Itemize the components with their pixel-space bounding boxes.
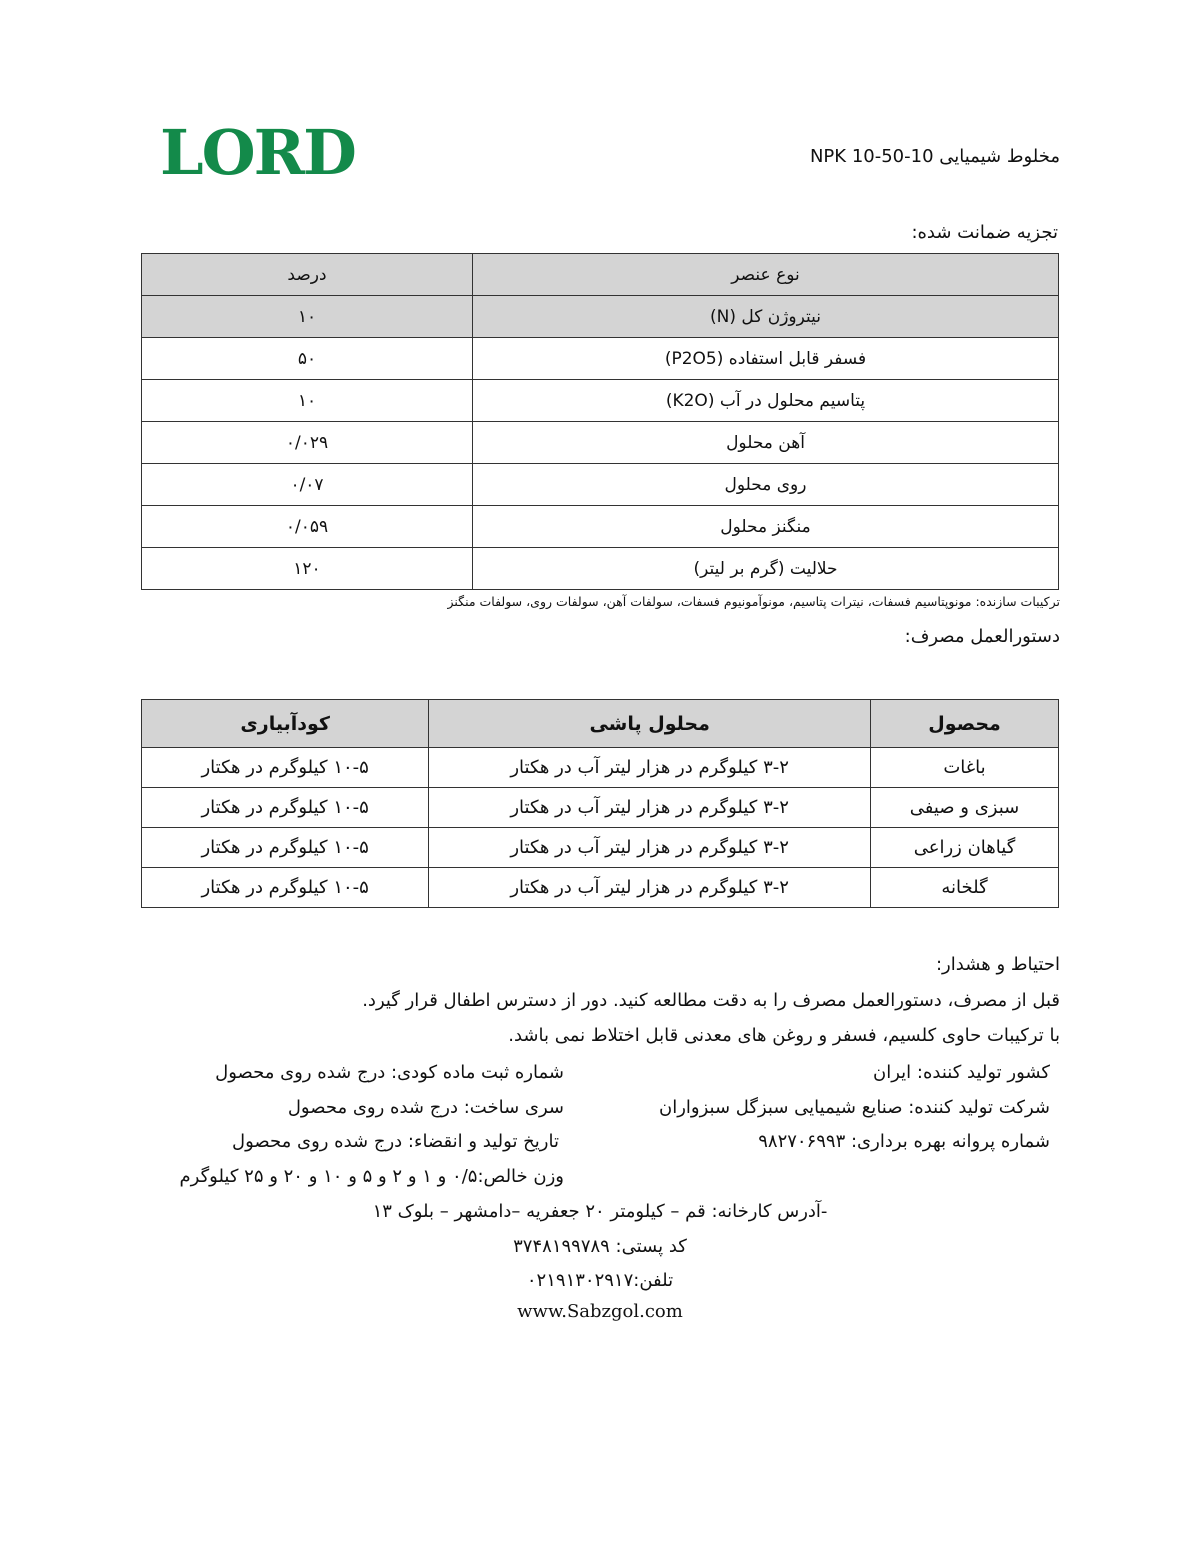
element-cell: آهن محلول [473,422,1059,464]
element-cell: پتاسیم محلول در آب (K2O) [473,380,1059,422]
spray-dose-cell: ۳-۲ کیلوگرم در هزار لیتر آب در هکتار [429,748,871,788]
element-cell: حلالیت (گرم بر لیتر) [473,548,1059,590]
phone-number: تلفن:۰۲۱۹۱۳۰۲۹۱۷ [526,1270,674,1291]
warning-line-1: قبل از مصرف، دستورالعمل مصرف را به دقت مطالعه کنید. دور از دسترس اطفال قرار گیرد. [362,990,1060,1011]
usage-table [141,699,1059,908]
table-row [142,380,1059,422]
guaranteed-analysis-title: تجزیه ضمانت شده: [911,222,1058,243]
percent-cell: ۱۰ [142,296,473,338]
column-header-element: نوع عنصر [473,254,1059,296]
table-row [142,464,1059,506]
table-row [142,828,1059,868]
table-row [142,422,1059,464]
element-cell: نیتروژن کل (N) [473,296,1059,338]
percent-cell: ۰/۰۷ [142,464,473,506]
warning-line-2: با ترکیبات حاوی کلسیم، فسفر و روغن های معدنی قابل اختلاط نمی باشد. [508,1025,1060,1046]
percent-cell: ۱۰ [142,380,473,422]
column-header-foliar-spray: محلول پاشی [429,700,871,748]
production-expiry-dates: تاریخ تولید و انقضاء: درج شده روی محصول [232,1131,559,1152]
percent-cell: ۰/۰۵۹ [142,506,473,548]
fertilizer-registration-number: شماره ثبت ماده کودی: درج شده روی محصول [215,1062,564,1083]
country-of-origin: کشور تولید کننده: ایران [873,1062,1050,1083]
fertigation-dose-cell: ۱۰-۵ کیلوگرم در هکتار [142,868,429,908]
postal-code: کد پستی: ۳۷۴۸۱۹۹۷۸۹ [513,1236,687,1257]
table-header-row [142,700,1059,748]
table-row [142,788,1059,828]
percent-cell: ۵۰ [142,338,473,380]
element-cell: منگنز محلول [473,506,1059,548]
factory-address: -آدرس کارخانه: قم – کیلومتر ۲۰ جعفریه –دامشهر – بلوک ۱۳ [372,1201,828,1222]
table-row [142,338,1059,380]
spray-dose-cell: ۳-۲ کیلوگرم در هزار لیتر آب در هکتار [429,788,871,828]
warnings-title: احتیاط و هشدار: [935,954,1060,975]
net-weight: وزن خالص:۰/۵ و ۱ و ۲ و ۵ و ۱۰ و ۲۰ و ۲۵ کیلوگرم [179,1166,564,1187]
table-row [142,548,1059,590]
product-cell: سبزی و صیفی [871,788,1059,828]
usage-instructions-title: دستورالعمل مصرف: [904,626,1060,647]
element-cell: فسفر قابل استفاده (P2O5) [473,338,1059,380]
fertigation-dose-cell: ۱۰-۵ کیلوگرم در هکتار [142,788,429,828]
fertigation-dose-cell: ۱۰-۵ کیلوگرم در هکتار [142,748,429,788]
table-row [142,868,1059,908]
column-header-percent: درصد [142,254,473,296]
ingredients-note: ترکیبات سازنده: مونوپتاسیم فسفات، نیترات پتاسیم، مونوآمونیوم فسفات، سولفات آهن، سولفات روی، سولفات منگنز [447,594,1060,609]
product-cell: گیاهان زراعی [871,828,1059,868]
operating-license-number: شماره پروانه بهره برداری: ۹۸۲۷۰۶۹۹۳ [758,1131,1050,1152]
percent-cell: ۱۲۰ [142,548,473,590]
table-header-row [142,254,1059,296]
column-header-fertigation: کودآبیاری [142,700,429,748]
spray-dose-cell: ۳-۲ کیلوگرم در هزار لیتر آب در هکتار [429,828,871,868]
fertigation-dose-cell: ۱۰-۵ کیلوگرم در هکتار [142,828,429,868]
product-cell: گلخانه [871,868,1059,908]
guaranteed-analysis-table [141,253,1059,590]
website-link[interactable]: www.Sabzgol.com [517,1301,683,1322]
table-row [142,506,1059,548]
spray-dose-cell: ۳-۲ کیلوگرم در هزار لیتر آب در هکتار [429,868,871,908]
element-cell: روی محلول [473,464,1059,506]
batch-series: سری ساخت: درج شده روی محصول [287,1097,564,1118]
table-row [142,296,1059,338]
product-cell: باغات [871,748,1059,788]
manufacturer-company: شرکت تولید کننده: صنایع شیمیایی سبزگل سبزواران [659,1097,1050,1118]
column-header-product: محصول [871,700,1059,748]
percent-cell: ۰/۰۲۹ [142,422,473,464]
product-title: مخلوط شیمیایی NPK 10-50-10 [809,146,1060,167]
table-row [142,748,1059,788]
lord-logo: LORD [160,116,355,189]
